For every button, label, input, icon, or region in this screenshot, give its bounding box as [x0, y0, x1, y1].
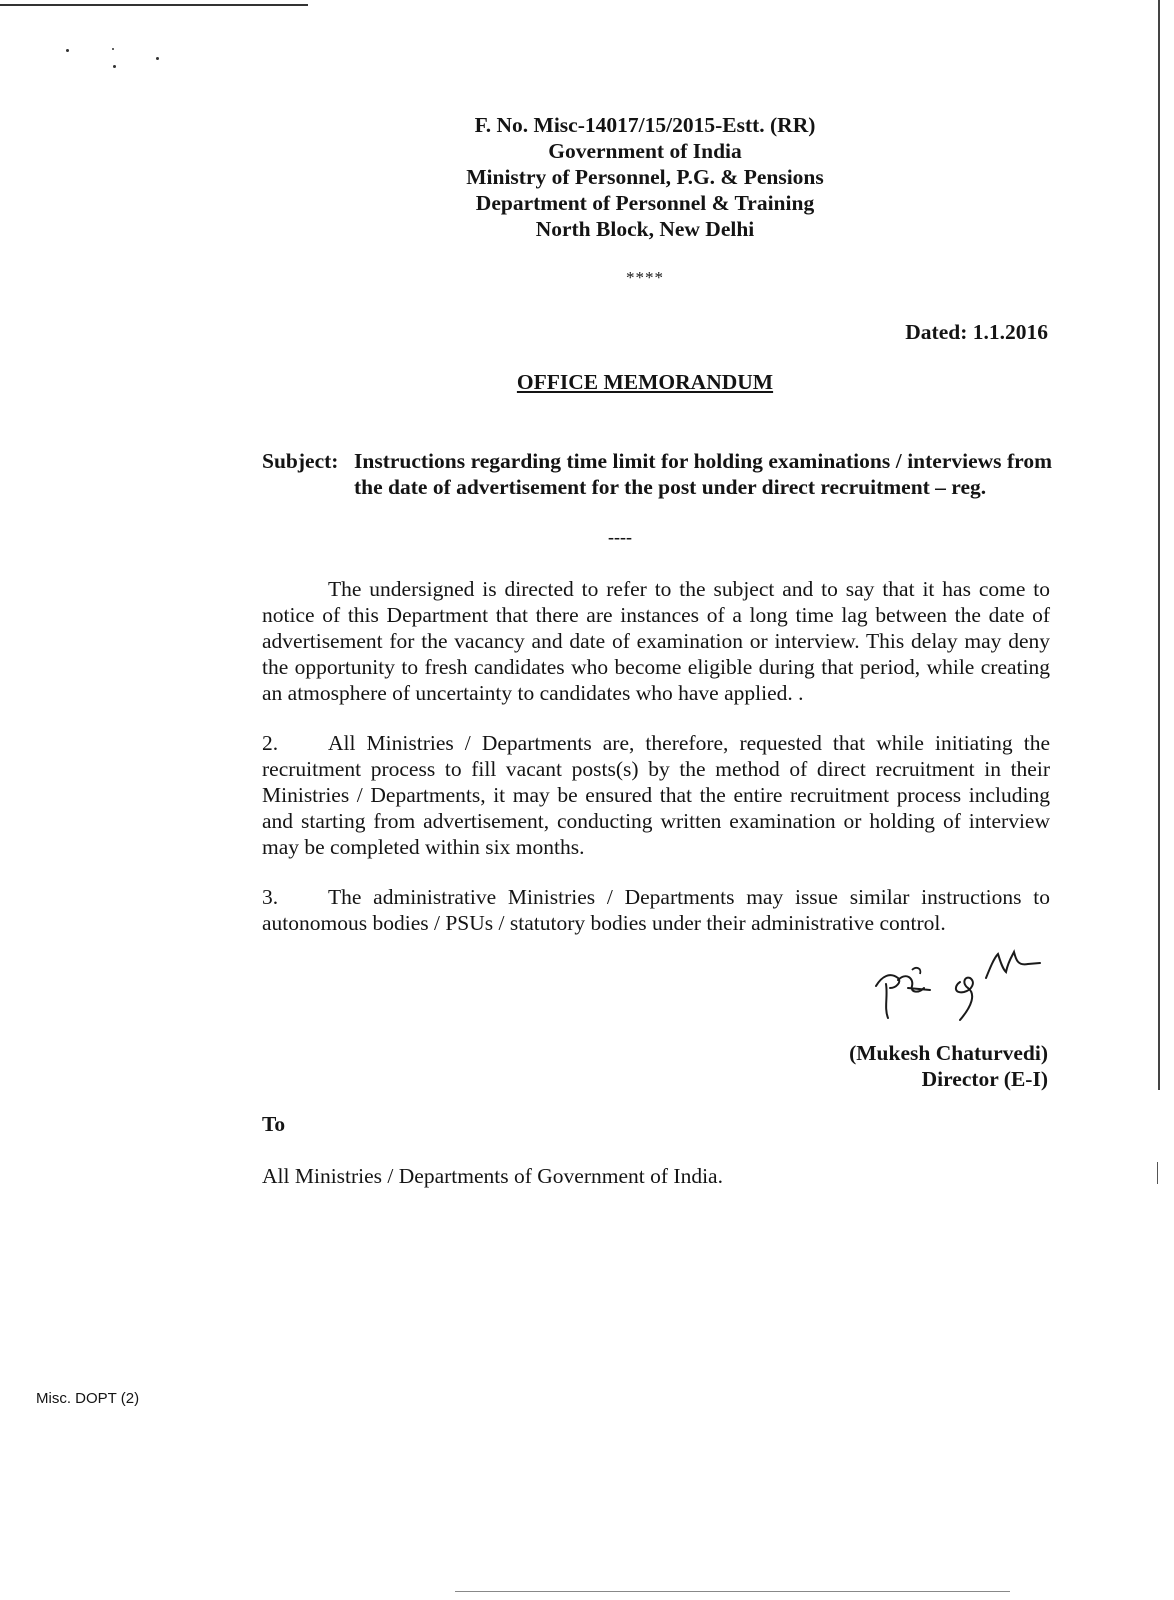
to-label: To	[262, 1112, 286, 1136]
scan-speck	[113, 65, 116, 68]
scan-speck	[112, 48, 114, 50]
separator-dashes: ----	[608, 527, 632, 547]
handwritten-signature	[868, 948, 1048, 1028]
scan-border-bottom	[455, 1591, 1010, 1592]
signatory-name: (Mukesh Chaturvedi)	[849, 1041, 1048, 1065]
paragraph-1	[262, 576, 1050, 706]
department-name: Department of Personnel & Training	[475, 191, 815, 215]
paragraph-3	[262, 884, 1050, 936]
paragraph-number: 2.	[262, 731, 279, 755]
paragraph-number: 3.	[262, 885, 279, 909]
subject-block	[262, 448, 1052, 500]
footer-reference: Misc. DOPT (2)	[36, 1390, 140, 1407]
letterhead	[340, 112, 950, 242]
scan-speck	[156, 57, 159, 60]
signatory-designation: Director (E-I)	[921, 1067, 1048, 1091]
government-name: Government of India	[548, 139, 742, 163]
scan-border-top	[0, 4, 308, 6]
scan-border-right	[1158, 0, 1160, 1090]
paragraph-text: The administrative Ministries / Departments may issue similar instructions to autonomous bodies / PSUs / statutory bodies under their administrative control.	[262, 885, 1050, 935]
subject-text: Instructions regarding time limit for holding examinations / interviews from the date of advertisement for the post under direct recruitment – reg.	[354, 449, 1052, 499]
scan-speck	[66, 49, 69, 52]
paragraph-text: All Ministries / Departments are, therefore, requested that while initiating the recruitment process to fill vacant posts(s) by the method of direct recruitment in their Ministries / Departments, it may be ensured that the entire recruitment process including and starting from advertisement, conducting written examination or holding of interview may be completed within six months.	[262, 731, 1050, 859]
separator-stars: ****	[626, 268, 664, 287]
office-address: North Block, New Delhi	[535, 217, 755, 241]
addressee: All Ministries / Departments of Government of India.	[262, 1164, 723, 1188]
paragraph-2	[262, 730, 1050, 860]
paragraph-text: The undersigned is directed to refer to the subject and to say that it has come to notice of this Department that there are instances of a long time lag between the date of advertisement for the vacancy and date of examination or interview. This delay may deny the opportunity to fresh candidates who become eligible during that period, while creating an atmosphere of uncertainty to candidates who have applied. .	[262, 577, 1050, 705]
signatory-block	[700, 1040, 1048, 1092]
subject-label: Subject:	[262, 449, 339, 473]
ministry-name: Ministry of Personnel, P.G. & Pensions	[466, 165, 824, 189]
date-line: Dated: 1.1.2016	[905, 320, 1048, 344]
document-title: OFFICE MEMORANDUM	[516, 370, 774, 394]
file-number: F. No. Misc-14017/15/2015-Estt. (RR)	[474, 113, 816, 137]
scan-mark-right	[1157, 1162, 1158, 1184]
